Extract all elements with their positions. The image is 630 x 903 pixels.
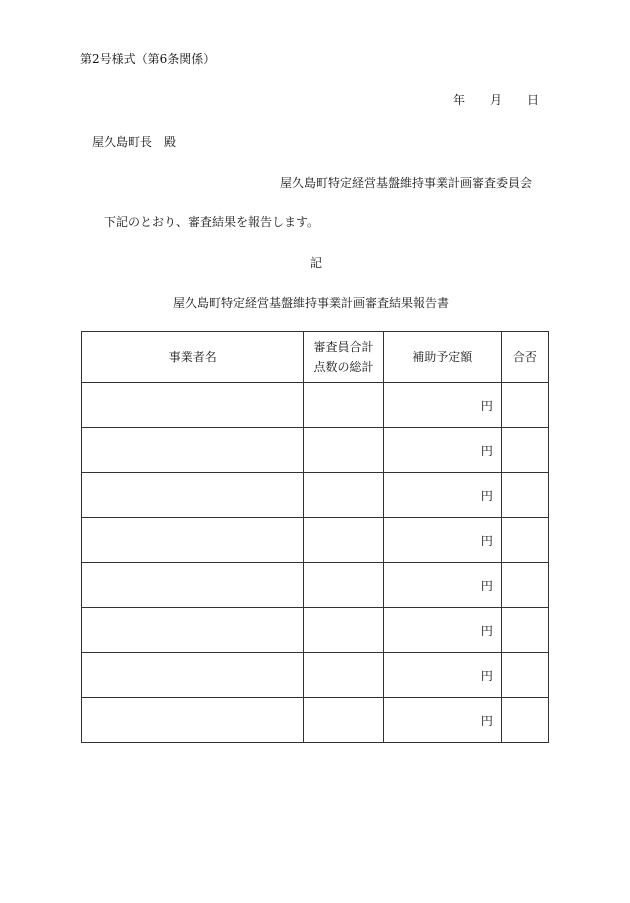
- header-score-line1: 審査員合計: [313, 340, 374, 354]
- header-result: 合否: [501, 332, 548, 383]
- table-header-row: [82, 332, 549, 383]
- score-total-cell[interactable]: [304, 428, 383, 473]
- subsidy-amount-cell[interactable]: [383, 383, 501, 428]
- result-cell[interactable]: [501, 653, 548, 698]
- business-name-cell[interactable]: [82, 518, 304, 563]
- subsidy-amount-cell[interactable]: [383, 698, 501, 743]
- addressee: 屋久島町長 殿: [92, 135, 177, 149]
- result-cell[interactable]: [501, 428, 548, 473]
- score-total-cell[interactable]: [304, 473, 383, 518]
- result-cell[interactable]: [501, 608, 548, 653]
- score-total-cell[interactable]: [304, 698, 383, 743]
- currency-unit: 円: [480, 623, 493, 638]
- currency-unit: 円: [480, 668, 493, 683]
- business-name-cell[interactable]: [82, 383, 304, 428]
- subsidy-amount-cell[interactable]: [383, 563, 501, 608]
- header-score-total: [304, 332, 383, 383]
- score-total-cell[interactable]: [304, 383, 383, 428]
- date-line: [453, 91, 547, 108]
- business-name-cell[interactable]: [82, 428, 304, 473]
- date-year-label: 年: [453, 93, 466, 107]
- score-total-cell[interactable]: [304, 518, 383, 563]
- business-name-cell[interactable]: [82, 608, 304, 653]
- sender: 屋久島町特定経営基盤維持事業計画審査委員会: [280, 176, 533, 190]
- business-name-cell[interactable]: [82, 653, 304, 698]
- table-body: [82, 383, 549, 743]
- table-row: [82, 518, 549, 563]
- score-total-cell[interactable]: [304, 563, 383, 608]
- subsidy-amount-cell[interactable]: [383, 518, 501, 563]
- date-day-label: 日: [527, 93, 540, 107]
- header-business-name: 事業者名: [82, 332, 304, 383]
- currency-unit: 円: [480, 533, 493, 548]
- currency-unit: 円: [480, 578, 493, 593]
- business-name-cell[interactable]: [82, 698, 304, 743]
- table-title: 屋久島町特定経営基盤維持事業計画審査結果報告書: [173, 296, 450, 310]
- header-subsidy: 補助予定額: [383, 332, 501, 383]
- currency-unit: 円: [480, 713, 493, 728]
- score-total-cell[interactable]: [304, 653, 383, 698]
- ki-heading: 記: [310, 256, 323, 270]
- header-score-line2: 点数の総計: [313, 360, 374, 374]
- currency-unit: 円: [480, 398, 493, 413]
- subsidy-amount-cell[interactable]: [383, 428, 501, 473]
- subsidy-amount-cell[interactable]: [383, 608, 501, 653]
- date-month-label: 月: [490, 93, 503, 107]
- business-name-cell[interactable]: [82, 473, 304, 518]
- subsidy-amount-cell[interactable]: [383, 653, 501, 698]
- table-row: [82, 473, 549, 518]
- table-row: [82, 428, 549, 473]
- form-number: 第2号様式（第6条関係）: [80, 52, 216, 66]
- result-cell[interactable]: [501, 563, 548, 608]
- result-cell[interactable]: [501, 698, 548, 743]
- score-total-cell[interactable]: [304, 608, 383, 653]
- table-row: [82, 698, 549, 743]
- intro-text: 下記のとおり、審査結果を報告します。: [104, 215, 320, 229]
- table-row: [82, 563, 549, 608]
- table-row: [82, 608, 549, 653]
- table-row: [82, 653, 549, 698]
- result-cell[interactable]: [501, 383, 548, 428]
- result-cell[interactable]: [501, 473, 548, 518]
- result-cell[interactable]: [501, 518, 548, 563]
- currency-unit: 円: [480, 488, 493, 503]
- table-row: [82, 383, 549, 428]
- subsidy-amount-cell[interactable]: [383, 473, 501, 518]
- results-table: [81, 331, 549, 743]
- business-name-cell[interactable]: [82, 563, 304, 608]
- currency-unit: 円: [480, 443, 493, 458]
